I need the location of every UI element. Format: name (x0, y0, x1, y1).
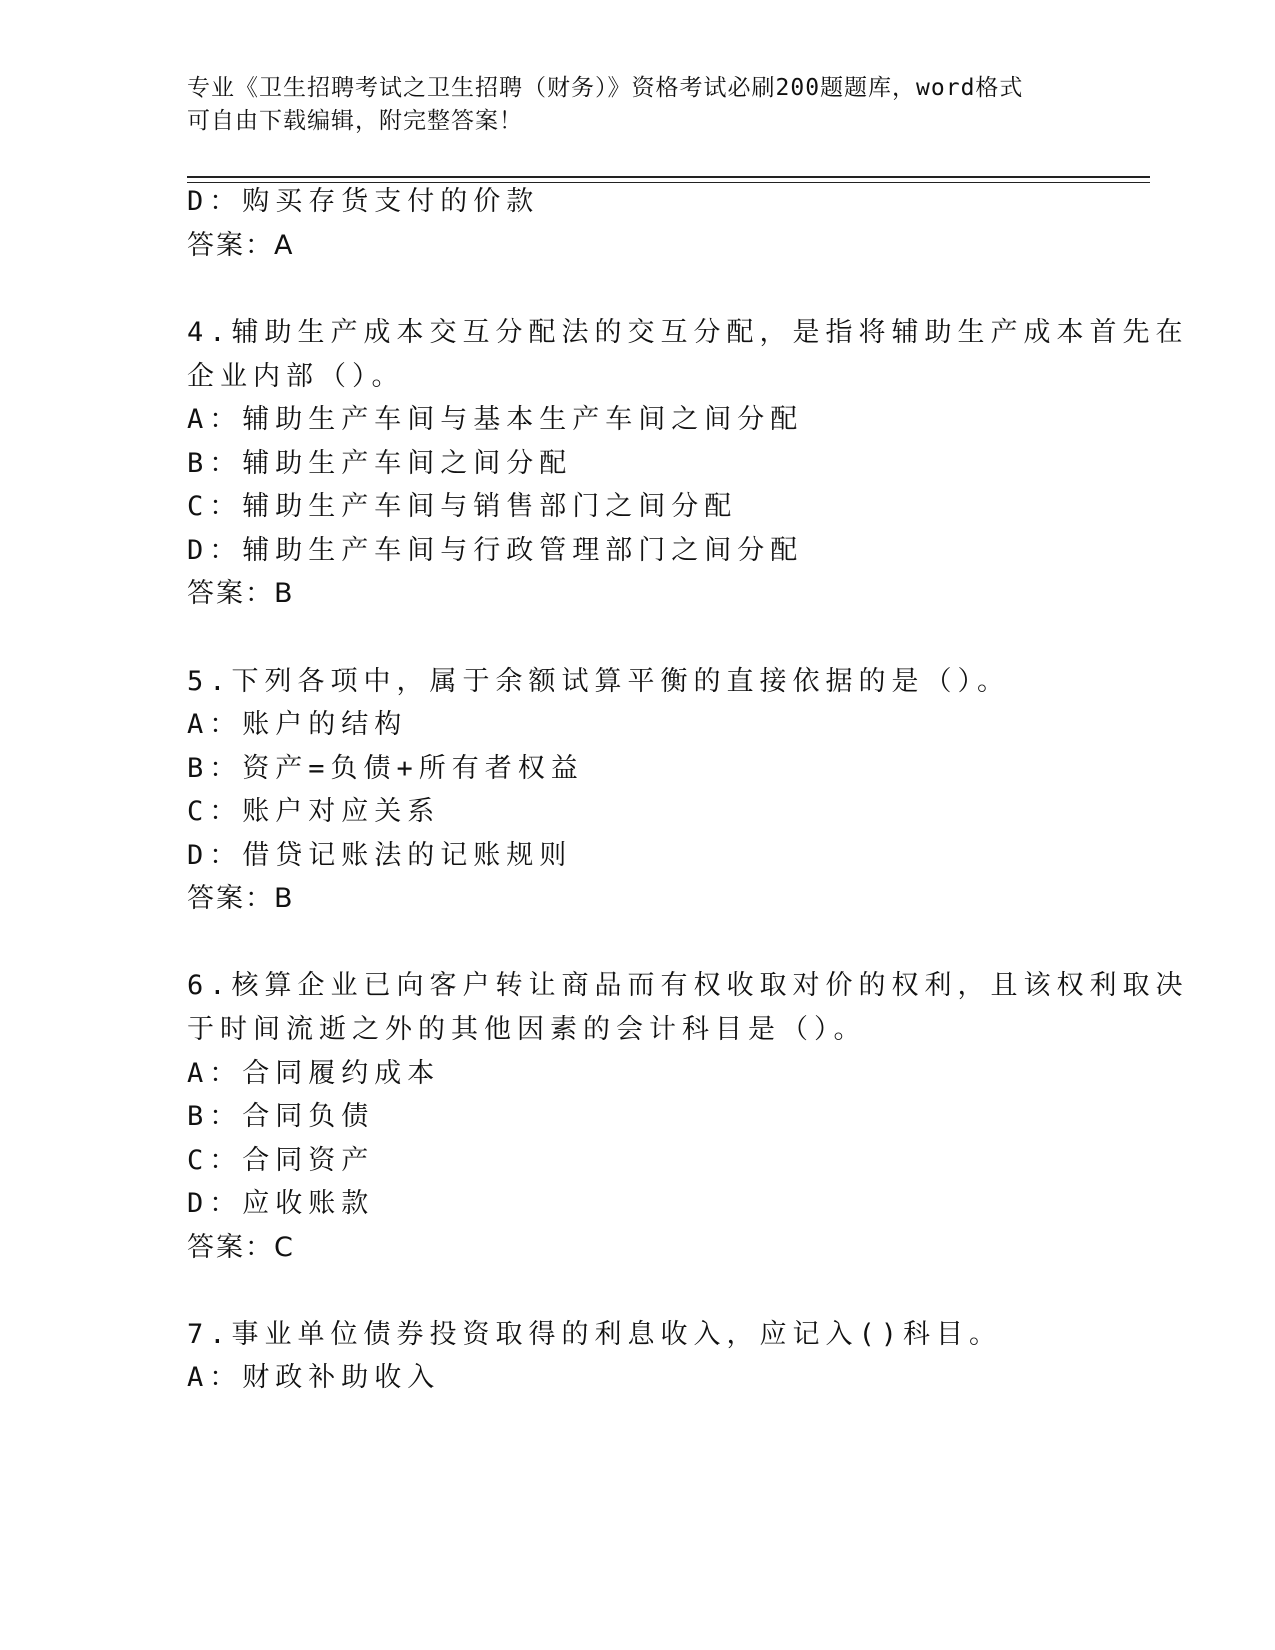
q3-answer: 答案：A (187, 230, 295, 261)
q4-stem-line2: 企业内部（）。 (187, 361, 405, 392)
q5-option-b: B：资产=负债+所有者权益 (187, 753, 584, 784)
q6-option-d: D：应收账款 (187, 1188, 375, 1219)
q4-option-a: A：辅助生产车间与基本生产车间之间分配 (187, 404, 804, 435)
q5-option-a: A：账户的结构 (187, 709, 408, 740)
q4-option-c: C：辅助生产车间与销售部门之间分配 (187, 491, 738, 522)
q6-answer: 答案：C (187, 1232, 295, 1263)
q6-option-a: A：合同履约成本 (187, 1058, 441, 1089)
q4-stem-line1: 4.辅助生产成本交互分配法的交互分配，是指将辅助生产成本首先在 (187, 317, 1189, 348)
header-title-line1: 专业《卫生招聘考试之卫生招聘（财务）》资格考试必刷200题题库，word格式 (187, 75, 1024, 101)
header-divider-thin (187, 182, 1150, 183)
q3-option-d: D：购买存货支付的价款 (187, 186, 540, 217)
q5-option-c: C：账户对应关系 (187, 796, 441, 827)
header-title-line2: 可自由下载编辑，附完整答案！ (187, 108, 523, 134)
q7-option-a: A：财政补助收入 (187, 1362, 441, 1393)
q5-answer: 答案：B (187, 883, 295, 914)
q6-stem-line2: 于时间流逝之外的其他因素的会计科目是（）。 (187, 1014, 867, 1045)
q4-answer: 答案：B (187, 578, 295, 609)
q6-option-c: C：合同资产 (187, 1145, 375, 1176)
q4-option-d: D：辅助生产车间与行政管理部门之间分配 (187, 535, 804, 566)
q7-stem-line1: 7.事业单位债券投资取得的利息收入，应记入()科目。 (187, 1319, 1003, 1350)
q6-option-b: B：合同负债 (187, 1101, 375, 1132)
header-divider-thick (187, 176, 1150, 178)
q5-option-d: D：借贷记账法的记账规则 (187, 840, 573, 871)
q5-stem-line1: 5.下列各项中，属于余额试算平衡的直接依据的是（）。 (187, 666, 1011, 697)
document-header (187, 72, 1067, 138)
q6-stem-line1: 6.核算企业已向客户转让商品而有权收取对价的权利，且该权利取决 (187, 970, 1189, 1001)
q4-option-b: B：辅助生产车间之间分配 (187, 448, 573, 479)
